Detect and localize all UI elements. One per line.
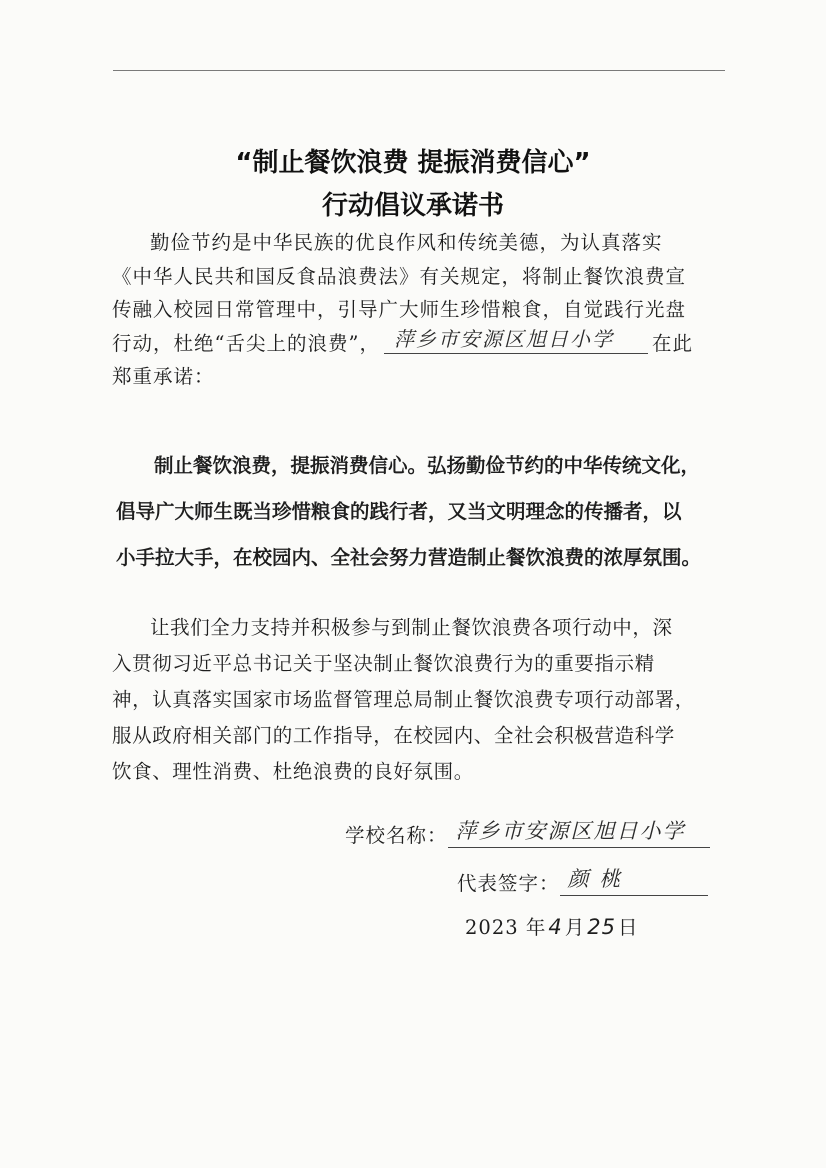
date-day: 25 [587,915,616,939]
paragraph-line: 小手拉大手，在校园内、全社会努力营造制止餐饮浪费的浓厚氛围。 [116,546,702,569]
support-paragraph [112,610,718,790]
paragraph-text: 行动，杜绝“舌尖上的浪费”， [112,331,380,355]
document-title: “制止餐饮浪费 提振消费信心” [235,148,591,178]
handwritten-signature: 颜 桃 [567,867,623,891]
representative-label: 代表签字： [457,872,560,895]
handwritten-school-name: 萍乡市安源区旭日小学 [393,326,614,351]
representative-field [560,869,708,896]
paragraph-line: 倡导广大师生既当珍惜粮食的践行者，又当文明理念的传播者，以 [116,500,682,523]
top-divider [113,70,725,71]
school-name-label: 学校名称： [345,824,448,847]
date-month: 4 [548,915,563,939]
paragraph-line: 饮食、理性消费、杜绝浪费的良好氛围。 [112,760,474,783]
paragraph-line: 郑重承诺： [112,365,215,388]
date-month-char: 月 [564,916,586,939]
date-day-char: 日 [617,916,639,939]
paragraph-line: 神，认真落实国家市场监督管理总局制止餐饮浪费专项行动部署， [112,688,695,711]
date-year-char: 年 [525,916,547,939]
paragraph-line: 制止餐饮浪费，提振消费信心。弘扬勤俭节约的中华传统文化， [154,454,701,477]
paragraph-line: 勤俭节约是中华民族的优良作风和传统美德，为认真落实 [150,231,663,254]
school-name-row [345,820,710,848]
commitment-paragraph [116,443,722,581]
paragraph-line: 《中华人民共和国反食品浪费法》有关规定，将制止餐饮浪费宣 [112,264,687,288]
paragraph-text: 在此 [651,331,693,355]
paragraph-line [112,327,718,361]
paragraph-line: 传融入校园日常管理中，引导广大师生珍惜粮食，自觉践行光盘 [112,298,687,321]
date-year: 2023 [465,916,519,939]
date-row [465,912,639,940]
handwritten-school-name: 萍乡市安源区旭日小学 [455,819,686,843]
school-name-blank [384,326,648,354]
intro-paragraph [112,226,718,394]
document-subtitle: 行动倡议承诺书 [321,191,504,221]
paragraph-line: 入贯彻习近平总书记关于坚决制止餐饮浪费行为的重要指示精 [112,652,655,675]
school-name-field [448,821,710,848]
paragraph-line: 让我们全力支持并积极参与到制止餐饮浪费各项行动中，深 [150,616,673,639]
representative-row [457,868,708,896]
paragraph-line: 服从政府相关部门的工作指导，在校园内、全社会积极营造科学 [112,724,675,747]
